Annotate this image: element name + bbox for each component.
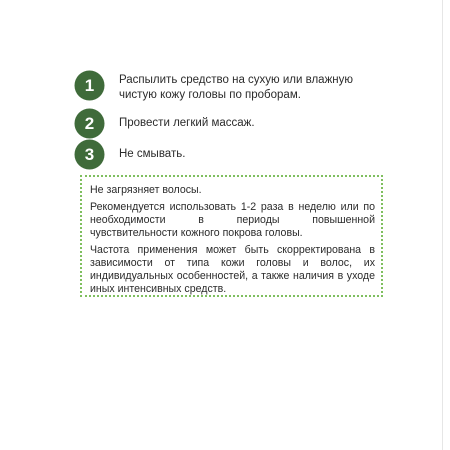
notes-box: [80, 175, 383, 297]
note-line: Частота применения может быть скорректирована в зависимости от типа кожи головы и волос, их индивидуальных особенностей, а также наличия в уходе иных интенсивных средств.: [90, 244, 375, 295]
step-number: 2: [84, 114, 95, 133]
step-badge-icon: [74, 70, 105, 101]
step-badge-icon: [74, 108, 105, 139]
step-number: 3: [84, 145, 95, 164]
step-number: 1: [84, 76, 95, 95]
page-divider: [442, 0, 443, 450]
step-3: [74, 139, 387, 170]
step-text: Распылить средство на сухую или влажную чистую кожу головы по проборам.: [119, 74, 353, 101]
step-badge-icon: [74, 139, 105, 170]
step-2: [74, 108, 387, 139]
note-line: Не загрязняет волосы.: [90, 184, 202, 196]
step-1: [74, 70, 387, 103]
step-text: Провести легкий массаж.: [119, 117, 255, 129]
step-text: Не смывать.: [119, 148, 186, 160]
note-line: Рекомендуется использовать 1-2 раза в неделю или по необходимости в периоды повышенной чувствительности кожного покрова головы.: [90, 201, 375, 239]
